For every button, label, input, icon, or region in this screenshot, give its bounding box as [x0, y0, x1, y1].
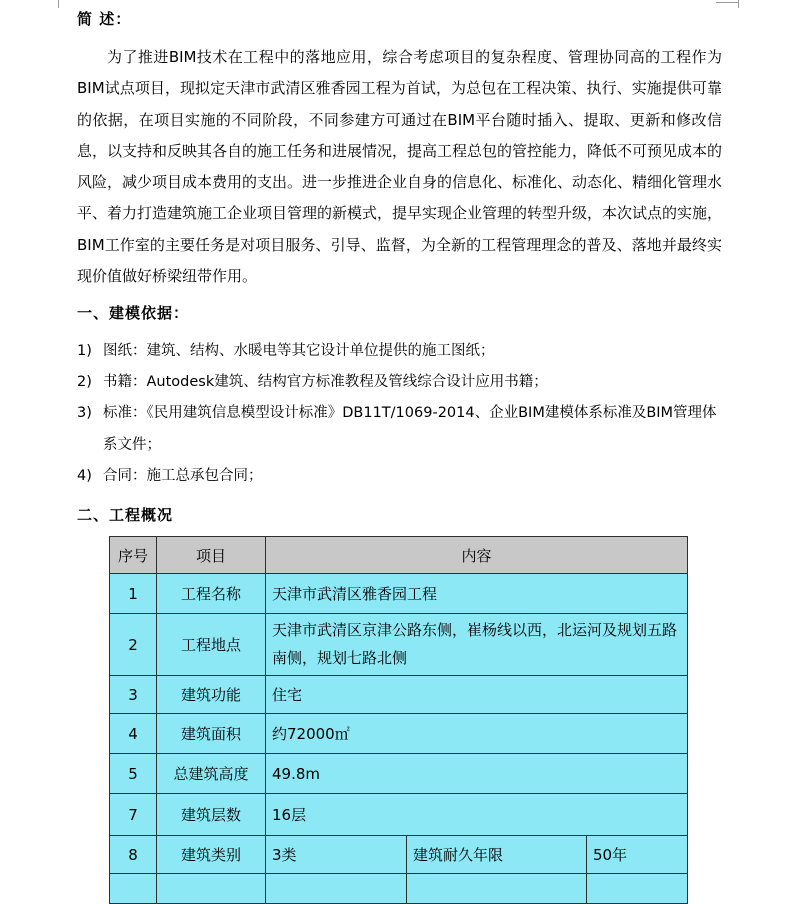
row-content: 约72000㎡ — [266, 714, 688, 754]
overview-table — [109, 536, 688, 904]
row-item: 总建筑高度 — [157, 754, 266, 794]
row-item: 建筑类别 — [157, 836, 266, 874]
row-content: 3类 — [266, 836, 407, 874]
basis-item-number: 3) — [77, 405, 92, 421]
row-content: 住宅 — [266, 676, 688, 714]
table-row — [110, 874, 688, 904]
basis-item-number: 2) — [77, 374, 92, 390]
row-item: 建筑层数 — [157, 794, 266, 836]
row-no: 4 — [110, 714, 157, 754]
row-no: 1 — [110, 574, 157, 614]
basis-item-text: 图纸：建筑、结构、水暖电等其它设计单位提供的施工图纸； — [103, 343, 495, 359]
row-content: 天津市武清区雅香园工程 — [266, 574, 688, 614]
table-row — [110, 794, 688, 836]
crop-mark — [58, 0, 59, 8]
table-row — [110, 836, 688, 874]
row-item: 建筑面积 — [157, 714, 266, 754]
row-item: 工程地点 — [157, 614, 266, 676]
basis-item-number: 4) — [77, 468, 92, 484]
summary-heading: 简 述： — [77, 10, 132, 28]
row-content-secondary: 50年 — [587, 836, 688, 874]
header-no: 序号 — [110, 537, 157, 574]
row-content: 16层 — [266, 794, 688, 836]
row-no: 7 — [110, 794, 157, 836]
row-content: 49.8m — [266, 754, 688, 794]
summary-paragraph: 为了推进BIM技术在工程中的落地应用，综合考虑项目的复杂程度、管理协同高的工程作为BIM试点项目，现拟定天津市武清区雅香园工程为首试，为总包在工程决策、执行、实施提供可靠的依据，在项目实施的不同阶段，不同参建方可通过在BIM平台随时插入、提取、更新和修改信息，以支持和反映其各自的施工任务和进展情况，提高工程总包的管控能力，降低不可预见成本的风险，减少项目成本费用的支出。进一步推进企业自身的信息化、标准化、动态化、精细化管理水平、着力打造建筑施工企业项目管理的新模式，提早实现企业管理的转型升级，本次试点的实施，BIM工作室的主要任务是对项目服务、引导、监督，为全新的工程管理理念的普及、落地并最终实现价值做好桥梁纽带作用。 — [77, 48, 723, 286]
table-row — [110, 614, 688, 676]
table-row — [110, 676, 688, 714]
table-row — [110, 574, 688, 614]
row-no: 2 — [110, 614, 157, 676]
basis-item-text: 标准：《民用建筑信息模型设计标准》DB11T/1069-2014、企业BIM建模体系标准及BIM管理体系文件； — [103, 405, 717, 453]
row-item: 工程名称 — [157, 574, 266, 614]
header-item: 项目 — [157, 537, 266, 574]
row-item-secondary: 建筑耐久年限 — [407, 836, 587, 874]
table-header-row — [110, 537, 688, 574]
overview-heading: 二、工程概况 — [77, 506, 174, 524]
table-row — [110, 714, 688, 754]
basis-heading: 一、建模依据： — [77, 304, 190, 322]
row-no: 3 — [110, 676, 157, 714]
table-row — [110, 754, 688, 794]
row-content: 天津市武清区京津公路东侧，崔杨线以西，北运河及规划五路南侧，规划七路北侧 — [266, 614, 688, 676]
basis-item-text: 合同：施工总承包合同； — [103, 468, 263, 484]
row-no: 5 — [110, 754, 157, 794]
basis-item-number: 1) — [77, 343, 92, 359]
crop-mark — [738, 0, 739, 8]
basis-item-text: 书籍：Autodesk建筑、结构官方标准教程及管线综合设计应用书籍； — [103, 374, 548, 390]
header-content: 内容 — [266, 537, 688, 574]
row-no: 8 — [110, 836, 157, 874]
crop-mark — [716, 2, 738, 3]
row-item: 建筑功能 — [157, 676, 266, 714]
